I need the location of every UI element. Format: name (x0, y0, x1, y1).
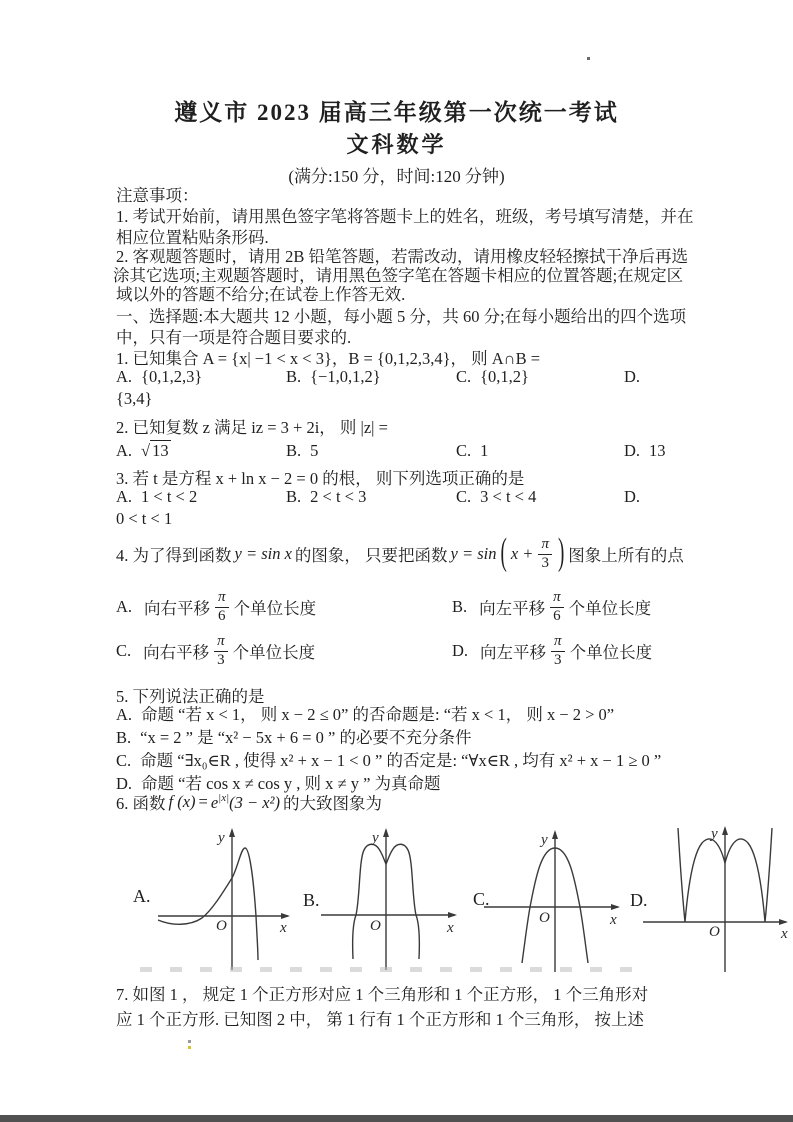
q3-option-c (456, 487, 536, 507)
x-axis-arrow (448, 912, 457, 918)
q5-option-c (116, 747, 661, 771)
question-3-options (116, 487, 716, 513)
notice-heading: 注意事项： (116, 186, 199, 205)
option-text: 个单位长度 (233, 599, 317, 619)
origin-label: O (216, 918, 227, 934)
notice-line: 1. 考试开始前，请用黑色签字笔将答题卡上的姓名，班级，考号填写清楚，并在 (116, 207, 694, 226)
fraction-denominator: 6 (553, 607, 561, 624)
option-value: 13 (649, 441, 666, 460)
fraction-numerator: π (538, 537, 552, 555)
option-value: {0,1,2,3} (141, 367, 203, 386)
q5-option-a (116, 701, 614, 725)
q6-fx: f (x) (168, 792, 196, 811)
option-label: D. (624, 367, 641, 386)
q2-option-c (456, 441, 488, 461)
q4-formula-x: x + (510, 544, 534, 563)
graph-a-label: A. (133, 886, 151, 906)
option-text: 个单位长度 (232, 643, 316, 663)
sqrt-expression (141, 440, 171, 460)
x-axis-label: x (610, 912, 617, 928)
graph-b-label: B. (303, 890, 320, 910)
scan-bottom-edge-bar (0, 1115, 793, 1122)
option-label: D. (116, 774, 133, 793)
option-label: C. (116, 751, 132, 770)
fraction-denominator: 6 (218, 607, 226, 624)
q6-equals: = (198, 792, 208, 811)
big-paren-close: ) (557, 532, 565, 574)
question-3-stem: 3. 若 t 是方程 x + ln x − 2 = 0 的根， 则下列选项正确的是 (116, 469, 525, 488)
q4-option-b (452, 590, 651, 625)
option-label: B. (452, 597, 468, 617)
option-label: D. (452, 641, 469, 661)
question-1-options (116, 367, 716, 393)
q4-text: 的图象， 只要把函数 (294, 546, 448, 565)
q6-polynomial: (3 − x²) (229, 792, 281, 812)
origin-label: O (370, 918, 381, 934)
option-text: 向左平移 (480, 643, 547, 663)
option-label: B. (286, 441, 302, 460)
q3-option-d (624, 487, 649, 507)
exp-base: e (210, 792, 219, 812)
option-label: A. (116, 441, 133, 460)
option-label: B. (286, 367, 302, 386)
q4-text: 图象上所有的点 (568, 546, 684, 565)
option-value: 2 < t < 3 (310, 487, 367, 506)
x-axis-label: x (280, 920, 287, 936)
y-axis-arrow (552, 830, 558, 839)
question-2-stem: 2. 已知复数 z 满足 iz = 3 + 2i， 则 |z| = (116, 418, 388, 437)
option-label: B. (286, 487, 302, 506)
q3-option-d-value: 0 < t < 1 (116, 509, 173, 528)
q2-option-d (624, 441, 666, 461)
option-text: “x = 2 ” 是 “x² − 5x + 6 = 0 ” 的必要不充分条件 (140, 728, 472, 747)
fraction-pi-3 (538, 537, 552, 572)
notice-line: 2. 客观题答题时，请用 2B 铅笔答题，若需改动，请用橡皮轻轻擦拭干净后再选 (116, 247, 689, 266)
graph-option-d (638, 820, 793, 978)
y-axis-arrow (229, 828, 235, 837)
x-axis-arrow (281, 913, 290, 919)
question-6-stem (116, 790, 382, 814)
q6-exp-expression (211, 792, 280, 813)
radicand: 13 (152, 441, 169, 460)
option-text: 向右平移 (143, 643, 210, 663)
q1-option-d-value: {3,4} (116, 389, 153, 408)
q3-option-b (286, 487, 366, 507)
option-label: A. (116, 487, 133, 506)
fraction (215, 590, 229, 625)
q6-text: 6. 函数 (116, 794, 166, 813)
q5-option-b (116, 724, 471, 748)
option-label: A. (116, 367, 133, 386)
option-label: C. (456, 367, 472, 386)
graph-c-label: C. (473, 889, 490, 909)
option-value: {−1,0,1,2} (310, 367, 381, 386)
x-axis-arrow (611, 904, 620, 910)
x-axis-arrow (779, 919, 788, 925)
option-text: 命题 “若 x < 1， 则 x − 2 ≤ 0” 的否命题是: “若 x < 1， 则 x − 2 > 0” (141, 705, 615, 724)
option-label: D. (624, 441, 641, 460)
fraction-numerator: π (550, 590, 564, 608)
graph-option-a (150, 820, 300, 978)
q4-formula-sinx: y = sin x (234, 544, 292, 563)
option-label: B. (116, 728, 132, 747)
notice-line: 相应位置粘贴条形码. (116, 228, 269, 247)
graph-option-c (478, 820, 628, 978)
curve-a (158, 848, 258, 960)
option-value: 3 < t < 4 (480, 487, 537, 506)
q1-option-d (624, 367, 649, 387)
question-4-options-row-2 (116, 634, 716, 674)
option-label: D. (624, 487, 641, 506)
big-paren-open: ( (500, 532, 507, 574)
fraction-denominator: 3 (217, 651, 225, 668)
fraction-denominator: 3 (541, 554, 549, 571)
origin-label: O (539, 910, 550, 926)
question-7-line-1: 7. 如图 1 ， 规定 1 个正方形对应 1 个三角形和 1 个正方形， 1 个三角形对 (116, 985, 649, 1004)
q4-option-a (116, 590, 316, 625)
option-text: 个单位长度 (568, 599, 652, 619)
origin-label: O (709, 924, 720, 940)
option-text: 个单位长度 (569, 643, 653, 663)
y-axis-arrow (383, 828, 389, 837)
option-text: 命题 “∃x₀∈R , 使得 x² + x − 1 < 0 ” 的否定是: “∀x∈R , 均有 x² + x − 1 ≥ 0 ” (140, 751, 662, 770)
question-2-options (116, 441, 716, 467)
section-heading: 一、选择题:本大题共 12 小题，每小题 5 分，共 60 分;在每小题给出的四个选项 (116, 307, 687, 326)
y-axis-label: y (541, 832, 548, 848)
x-axis-label: x (781, 926, 788, 942)
radical-sign: √ (141, 441, 151, 460)
option-value: 1 < t < 2 (141, 487, 198, 506)
option-text: 向左平移 (479, 599, 546, 619)
y-axis-label: y (372, 830, 379, 846)
option-label: C. (116, 641, 132, 661)
fraction (551, 634, 565, 669)
option-label: A. (116, 705, 133, 724)
option-value: 5 (310, 441, 319, 460)
question-5-stem: 5. 下列说法正确的是 (116, 687, 265, 706)
option-value: {0,1,2} (480, 367, 529, 386)
question-4-stem (116, 532, 684, 576)
exam-score-time: (满分:150 分，时间:120 分钟) (288, 167, 505, 186)
page-title: 遵义市 2023 届高三年级第一次统一考试 (174, 100, 619, 125)
fraction (550, 590, 564, 625)
q4-formula-sin-shift: y = sin (450, 544, 497, 563)
page-subtitle: 文科数学 (346, 132, 447, 157)
scan-dot-artifact (188, 1040, 191, 1043)
y-axis-arrow (722, 826, 728, 835)
question-1-stem: 1. 已知集合 A = {x| −1 < x < 3}，B = {0,1,2,3,4}， 则 A∩B = (116, 349, 541, 368)
fraction-numerator: π (214, 634, 228, 652)
option-value: 1 (480, 441, 489, 460)
fraction-numerator: π (551, 634, 565, 652)
fraction-denominator: 3 (554, 651, 562, 668)
q6-text: 的大致图象为 (283, 794, 383, 813)
x-axis-label: x (447, 920, 454, 936)
q1-option-a (116, 367, 202, 387)
graph-d-label: D. (630, 890, 648, 910)
option-label: C. (456, 487, 472, 506)
option-label: A. (116, 597, 133, 617)
graph-option-b (315, 820, 465, 978)
cropped-text-artifact (140, 967, 645, 972)
fraction-numerator: π (215, 590, 229, 608)
q1-option-c (456, 367, 529, 387)
option-text: 命题 “若 cos x ≠ cos y , 则 x ≠ y ” 为真命题 (141, 774, 441, 793)
q1-option-b (286, 367, 381, 387)
q4-option-c (116, 634, 315, 669)
question-4-options-row-1 (116, 590, 716, 630)
scan-dot-artifact (587, 57, 590, 60)
y-axis-label: y (218, 830, 225, 846)
question-7-line-2: 应 1 个正方形. 已知图 2 中， 第 1 行有 1 个正方形和 1 个三角形， 按上述 (116, 1010, 644, 1029)
section-heading-cont: 中，只有一项是符合题目要求的. (116, 328, 352, 347)
option-label: C. (456, 441, 472, 460)
fraction (214, 634, 228, 669)
q4-option-d (452, 634, 652, 669)
q3-option-a (116, 487, 197, 507)
q2-option-b (286, 441, 318, 461)
option-text: 向右平移 (144, 599, 211, 619)
q2-option-a (116, 441, 171, 461)
scan-dot-artifact (188, 1046, 191, 1049)
notice-line: 域以外的答题不给分;在试卷上作答无效. (116, 285, 406, 304)
q4-text: 4. 为了得到函数 (116, 546, 232, 565)
notice-line: 涂其它选项;主观题答题时，请用黑色签字笔在答题卡相应的位置答题;在规定区 (113, 266, 684, 285)
exp-superscript: |x| (218, 791, 230, 804)
y-axis-label: y (711, 826, 718, 842)
